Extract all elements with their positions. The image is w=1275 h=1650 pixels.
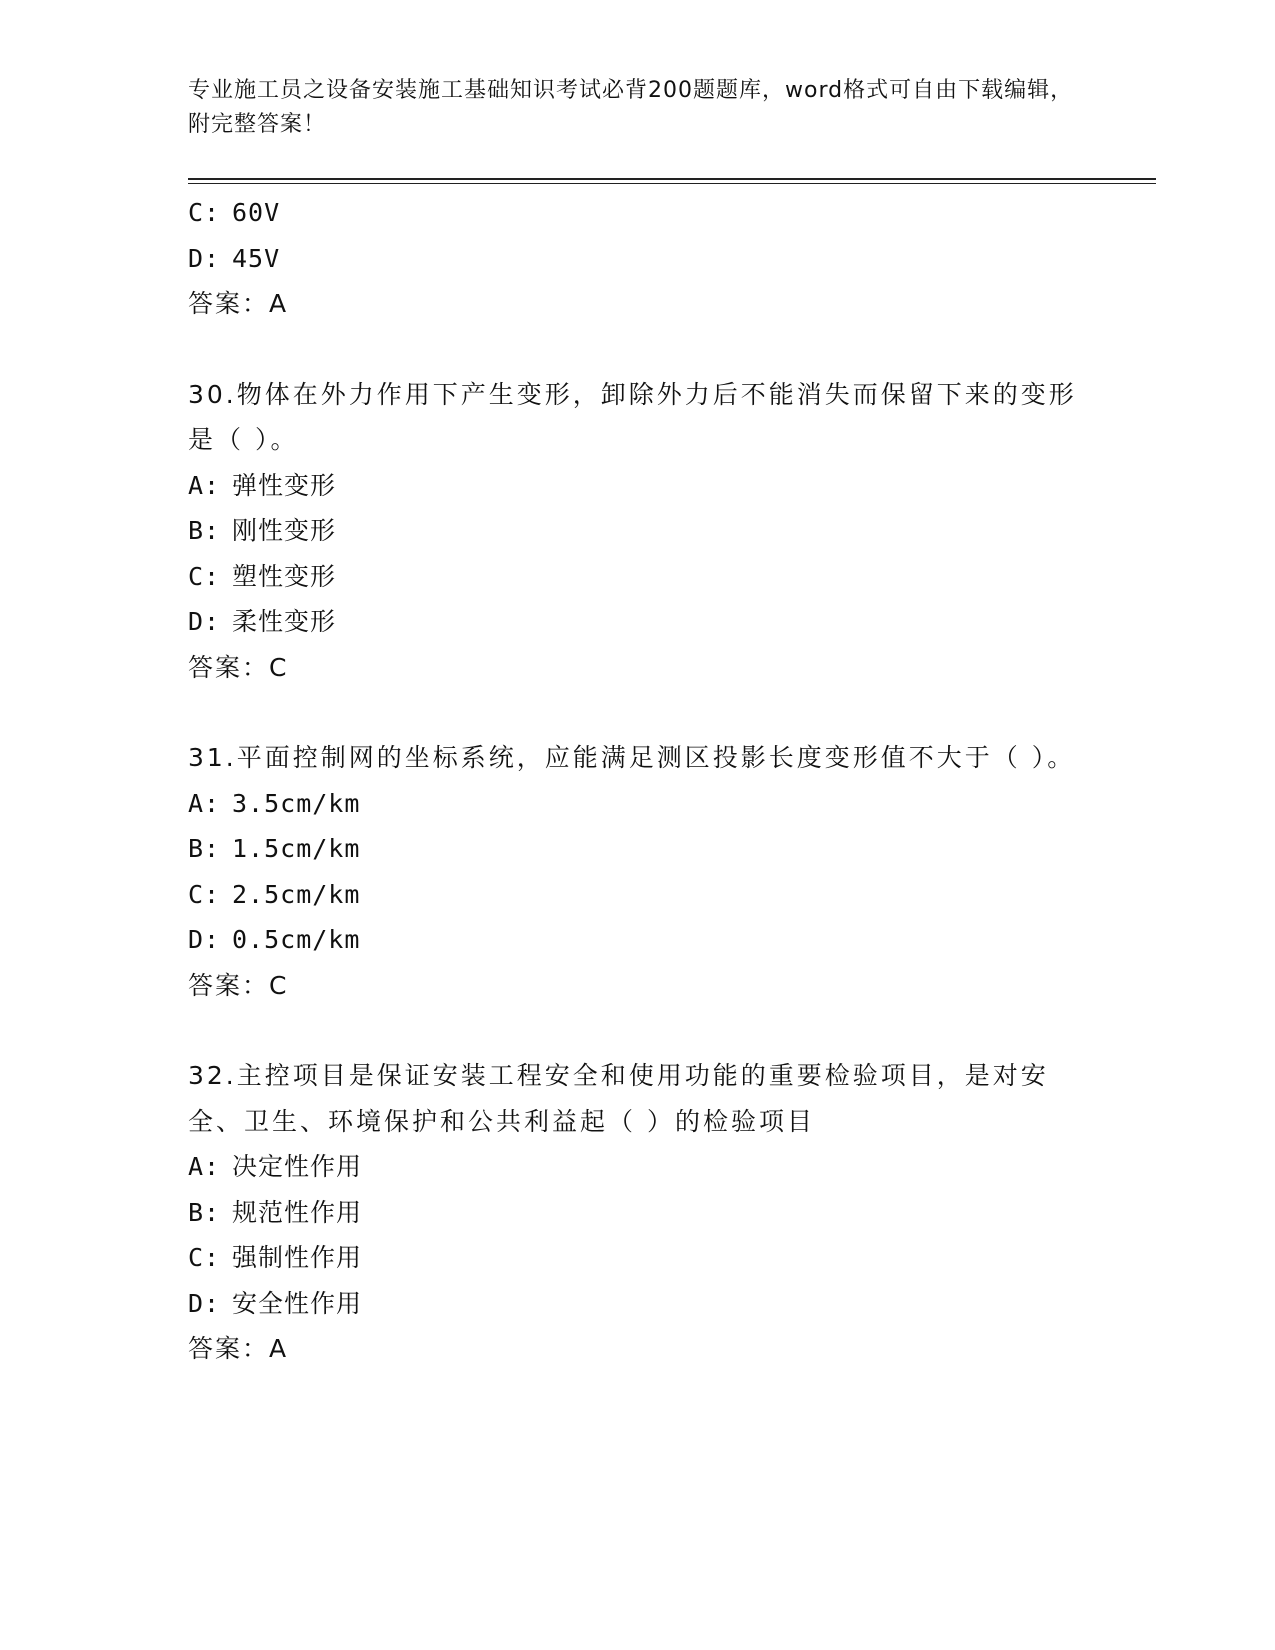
option-key: B: bbox=[188, 516, 221, 545]
question-30 bbox=[188, 372, 1088, 691]
answer-line: 答案：A bbox=[188, 289, 289, 318]
option-b bbox=[188, 826, 1088, 872]
option-text: 60V bbox=[232, 198, 281, 227]
option-key: B: bbox=[188, 1197, 221, 1227]
option-key: A: bbox=[188, 1152, 221, 1181]
option-text: 规范性作用 bbox=[232, 1197, 363, 1227]
option-text: 决定性作用 bbox=[232, 1152, 363, 1181]
answer-line: 答案：A bbox=[188, 1334, 289, 1363]
document-body bbox=[188, 190, 1088, 1372]
option-a bbox=[188, 781, 1088, 827]
question-32 bbox=[188, 1053, 1088, 1372]
header-divider bbox=[188, 178, 1156, 184]
option-key: B: bbox=[188, 834, 221, 863]
option-text: 刚性变形 bbox=[232, 516, 337, 545]
option-text: 3.5cm/km bbox=[232, 788, 361, 818]
option-key: D: bbox=[188, 925, 221, 954]
option-a bbox=[188, 1144, 1088, 1190]
option-key: D: bbox=[188, 1288, 221, 1318]
question-text: 32.主控项目是保证安装工程安全和使用功能的重要检验项目，是对安全、卫生、环境保护和公共利益起（ ）的检验项目 bbox=[188, 1061, 1049, 1136]
option-c bbox=[188, 872, 1088, 918]
option-key: D: bbox=[188, 607, 221, 636]
option-key: D: bbox=[188, 243, 221, 273]
option-text: 1.5cm/km bbox=[232, 834, 361, 863]
option-c bbox=[188, 190, 1088, 236]
question-31 bbox=[188, 735, 1088, 1008]
page-header: 专业施工员之设备安装施工基础知识考试必背200题题库，word格式可自由下载编辑，附完整答案！ bbox=[188, 78, 1074, 137]
answer-line: 答案：C bbox=[188, 970, 289, 1000]
option-key: A: bbox=[188, 470, 221, 500]
spacer bbox=[188, 1008, 1088, 1053]
option-d bbox=[188, 1281, 1088, 1327]
spacer bbox=[188, 327, 1088, 372]
option-b bbox=[188, 508, 1088, 554]
option-c bbox=[188, 554, 1088, 600]
option-key: C: bbox=[188, 879, 221, 909]
option-text: 0.5cm/km bbox=[232, 925, 361, 954]
option-key: C: bbox=[188, 1243, 221, 1272]
option-text: 塑性变形 bbox=[232, 561, 337, 591]
option-text: 强制性作用 bbox=[232, 1243, 363, 1272]
option-text: 柔性变形 bbox=[232, 607, 337, 636]
option-d bbox=[188, 917, 1088, 963]
option-c bbox=[188, 1235, 1088, 1281]
option-a bbox=[188, 463, 1088, 509]
option-d bbox=[188, 236, 1088, 282]
option-key: A: bbox=[188, 788, 221, 818]
spacer bbox=[188, 690, 1088, 735]
option-text: 2.5cm/km bbox=[232, 879, 361, 909]
option-b bbox=[188, 1190, 1088, 1236]
question-text: 30.物体在外力作用下产生变形，卸除外力后不能消失而保留下来的变形是（ ）。 bbox=[188, 379, 1077, 454]
question-text: 31.平面控制网的坐标系统，应能满足测区投影长度变形值不大于（ ）。 bbox=[188, 743, 1076, 772]
option-d bbox=[188, 599, 1088, 645]
option-text: 弹性变形 bbox=[232, 470, 337, 500]
previous-question-tail bbox=[188, 190, 1088, 327]
option-text: 45V bbox=[232, 243, 281, 273]
option-key: C: bbox=[188, 198, 221, 227]
option-key: C: bbox=[188, 561, 221, 591]
answer-line: 答案：C bbox=[188, 652, 289, 682]
option-text: 安全性作用 bbox=[232, 1288, 363, 1318]
